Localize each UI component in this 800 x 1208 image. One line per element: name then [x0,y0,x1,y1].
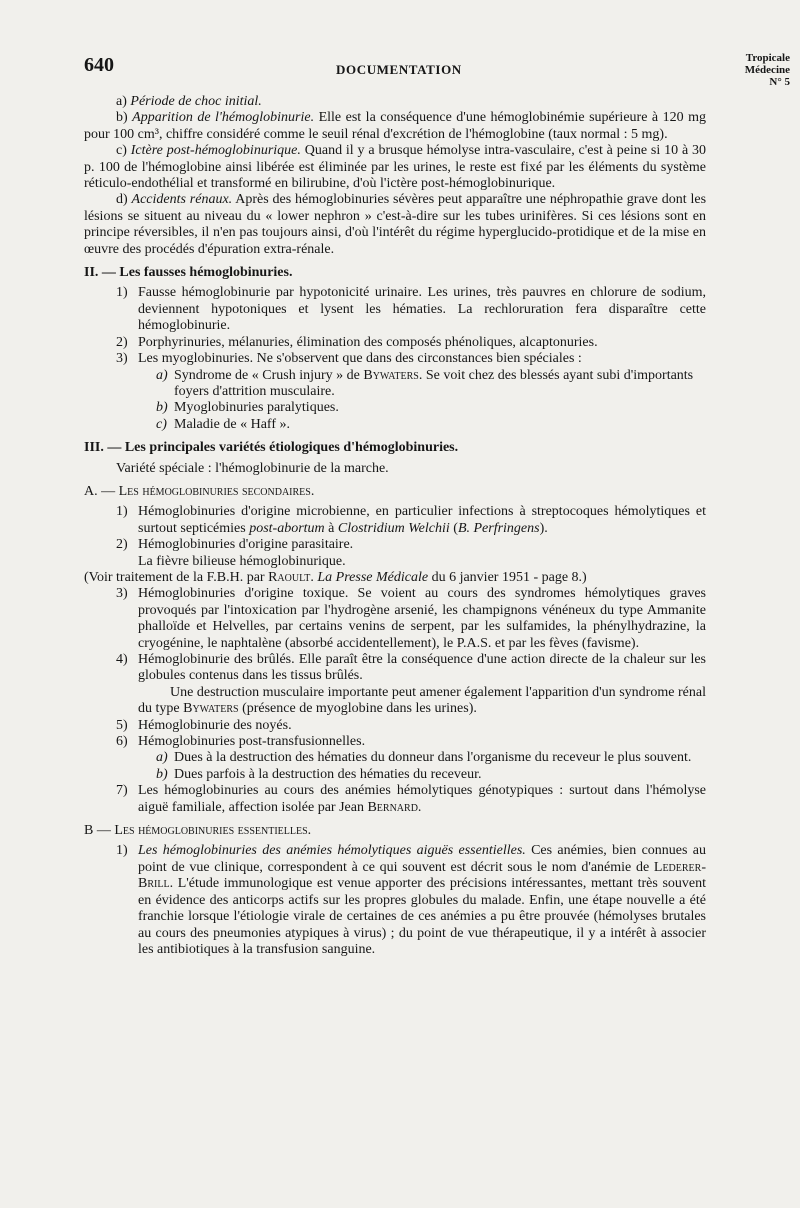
list-item: 2) Hémoglobinuries d'origine parasitaire. [116,537,354,553]
list-item: 3) Hémoglobinuries d'origine toxique. Se voient au cours des syndromes hémolytiques graves provoqués par l'intoxication par l'hydrogène arsenié, les champignons vénéneux du type Ammanite phalloïde et Helvelles, par certains venins de serpent, par les sulfamides, la phénylhydrazine, la cryogénine, le naphtalène (absorbé accidentellement), le P.A.S. et par les fèves (favisme). [116,586,706,651]
para-d: d) Accidents rénaux. Après des hémoglobinuries sévères peut apparaître une néphropathie grave dont les lésions se situent au niveau du « lower nephron » c'est-à-dire sur les tubes urinifères. Si ces lésions sont en principe réversibles, il n'en pas toujours ainsi, d'où l'intérêt du régime hyperglucido-protidique et de la mise en œuvre des procédés d'épuration extra-rénale. [84,192,707,257]
list-item: 2) Porphyrinuries, mélanuries, élimination des composés phénoliques, alcaptonuries. [116,334,598,350]
body-text [84,94,706,958]
list-item: 1) Fausse hémoglobinurie par hypotonicité urinaire. Les urines, très pauvres en chlorure de sodium, deviennent hypotoniques et lysent les hématies. La rechloruration fera disparaître cette hémoglobinurie. [116,285,706,334]
list-continuation: La fièvre bilieuse hémoglobinurique. [138,553,346,569]
sub-list-item: a) Dues à la destruction des hématies du donneur dans l'organisme du receveur le plus souvent. [156,750,692,766]
reference-note: (Voir traitement de la F.B.H. par Raoult. La Presse Médicale du 6 janvier 1951 - page 8.) [84,569,587,585]
corner-line-3: N° 5 [769,76,790,88]
subsection-heading-a: A. — Les hémoglobinuries secondaires. [84,483,315,499]
list-item: 1) Hémoglobinuries d'origine microbienne, en particulier infections à streptocoques hémolytiques et surtout septicémies post-abortum à Clostridium Welchii (B. Perfringens). [116,504,706,536]
list-item: 1) Les hémoglobinuries des anémies hémolytiques aiguës essentielles. Ces anémies, bien connues au point de vue clinique, correspondent à ce qui souvent est décrit sous le nom d'anémie de Lederer-Brill. L'étude immunologique est venue apporter des précisions intéressantes, mettant très souvent en évidence des anticorps actifs sur les propres globules du malade. Enfin, une étape nouvelle a été franchie lorsque l'étiologie virale de certaines de ces anémies a pu être prouvée (hémolyses brutales au cours des pneumonies atypiques à virus) ; du point de vue thérapeutique, il y a intérêt à associer les antibiotiques à la transfusion sanguine. [116,843,706,957]
list-item: 7) Les hémoglobinuries au cours des anémies hémolytiques génotypiques : surtout dans l'hémolyse aiguë familiale, affection isolée par Jean Bernard. [116,783,706,815]
sub-list-item: b) Myoglobinuries paralytiques. [156,400,339,416]
section-heading-iii: III. — Les principales variétés étiologiques d'hémoglobinuries. [84,440,459,456]
para-b: b) Apparition de l'hémoglobinurie. Elle est la conséquence d'une hémoglobinémie supérieure à 120 mg pour 100 cm³, chiffre considéré comme le seuil rénal d'excrétion de l'hémoglobine (taux normal : 5 mg). [84,110,707,142]
corner-line-2: Médecine [744,64,790,76]
section-intro: Variété spéciale : l'hémoglobinurie de la marche. [116,460,389,476]
corner-line-1: Tropicale [745,52,790,64]
subsection-heading-b: B — Les hémoglobinuries essentielles. [84,823,312,839]
page-number: 640 [84,54,114,76]
list-continuation: Une destruction musculaire importante peut amener également l'apparition d'un syndrome rénal du type Bywaters (présence de myoglobine dans les urines). [138,684,706,717]
list-item: 3) Les myoglobinuries. Ne s'observent que dans des circonstances bien spéciales : [116,351,582,367]
sub-list-item: a) Syndrome de « Crush injury » de Bywaters. Se voit chez des blessés ayant subi d'importants foyers d'attrition musculaire. [156,367,694,399]
journal-corner-label [745,52,790,88]
sub-list-item: c) Maladie de « Haff ». [156,416,290,432]
section-heading-ii: II. — Les fausses hémoglobinuries. [84,265,293,281]
list-item: 5) Hémoglobinurie des noyés. [116,717,292,733]
para-c: c) Ictère post-hémoglobinurique. Quand il y a brusque hémolyse intra-vasculaire, c'est à peine si 10 à 30 p. 100 de l'hémoglobine ainsi libérée est éliminée par les urines, le reste est fixé par les éléments du système réticulo-endothélial et transformé en bilirubine, d'où l'ictère post-hémoglobinurique. [84,143,707,192]
running-head: DOCUMENTATION [336,62,462,77]
list-item: 4) Hémoglobinurie des brûlés. Elle paraît être la conséquence d'une action directe de la chaleur sur les globules contenus dans les tissus brûlés. [116,652,706,684]
list-item: 6) Hémoglobinuries post-transfusionnelles. [116,734,366,750]
sub-list-item: b) Dues parfois à la destruction des hématies du receveur. [156,766,482,782]
para-a: a) Période de choc initial. [116,94,262,109]
